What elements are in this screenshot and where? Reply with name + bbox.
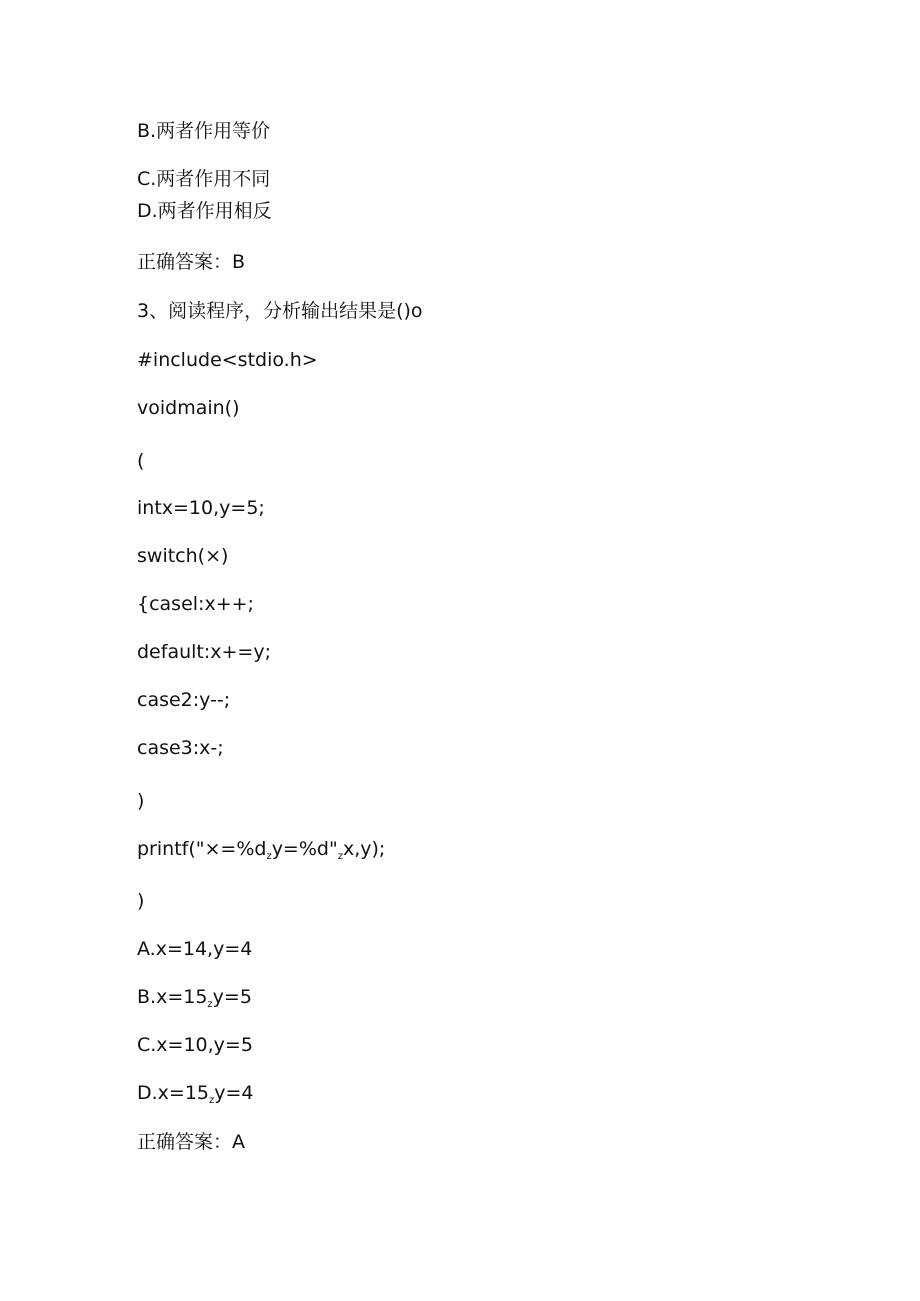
option-b-prev: B.两者作用等价 bbox=[137, 120, 271, 142]
option-d-part2: y=4 bbox=[214, 1082, 254, 1104]
option-a: A.x=14,y=4 bbox=[137, 938, 253, 960]
code-case3: case3:x-; bbox=[137, 737, 224, 759]
answer-q3: 正确答案：A bbox=[137, 1131, 245, 1153]
option-b bbox=[137, 985, 252, 1017]
option-d-prev: D.两者作用相反 bbox=[137, 200, 272, 222]
code-main-signature: voidmain() bbox=[137, 397, 240, 419]
code-printf-sub2: z bbox=[337, 851, 343, 862]
code-printf-part2: y=%d" bbox=[271, 838, 338, 860]
code-case2: case2:y--; bbox=[137, 689, 231, 711]
option-c-prev: C.两者作用不同 bbox=[137, 168, 271, 190]
question-3-stem: 3、阅读程序，分析输出结果是()o bbox=[137, 300, 423, 322]
code-case1: {casel:x++; bbox=[137, 593, 254, 615]
code-switch: switch(×) bbox=[137, 545, 229, 567]
code-declaration: intx=10,y=5; bbox=[137, 497, 265, 519]
option-d bbox=[137, 1081, 254, 1113]
option-c: C.x=10,y=5 bbox=[137, 1034, 253, 1056]
code-open-brace: ( bbox=[137, 450, 145, 472]
code-printf-sub1: z bbox=[266, 851, 272, 862]
option-d-sub: z bbox=[209, 1095, 215, 1106]
code-printf-part3: x,y); bbox=[342, 838, 386, 860]
code-printf-part1: printf("×=%d bbox=[137, 838, 267, 860]
answer-prev: 正确答案：B bbox=[137, 251, 246, 273]
code-close-switch: ) bbox=[137, 790, 145, 812]
option-d-part1: D.x=15 bbox=[137, 1082, 210, 1104]
code-default: default:x+=y; bbox=[137, 641, 271, 663]
option-b-part1: B.x=15 bbox=[137, 986, 208, 1008]
code-close-main: ) bbox=[137, 890, 145, 912]
option-b-part2: y=5 bbox=[212, 986, 252, 1008]
code-printf bbox=[137, 837, 385, 869]
option-b-sub: z bbox=[207, 999, 213, 1010]
code-include: #include<stdio.h> bbox=[137, 349, 318, 371]
